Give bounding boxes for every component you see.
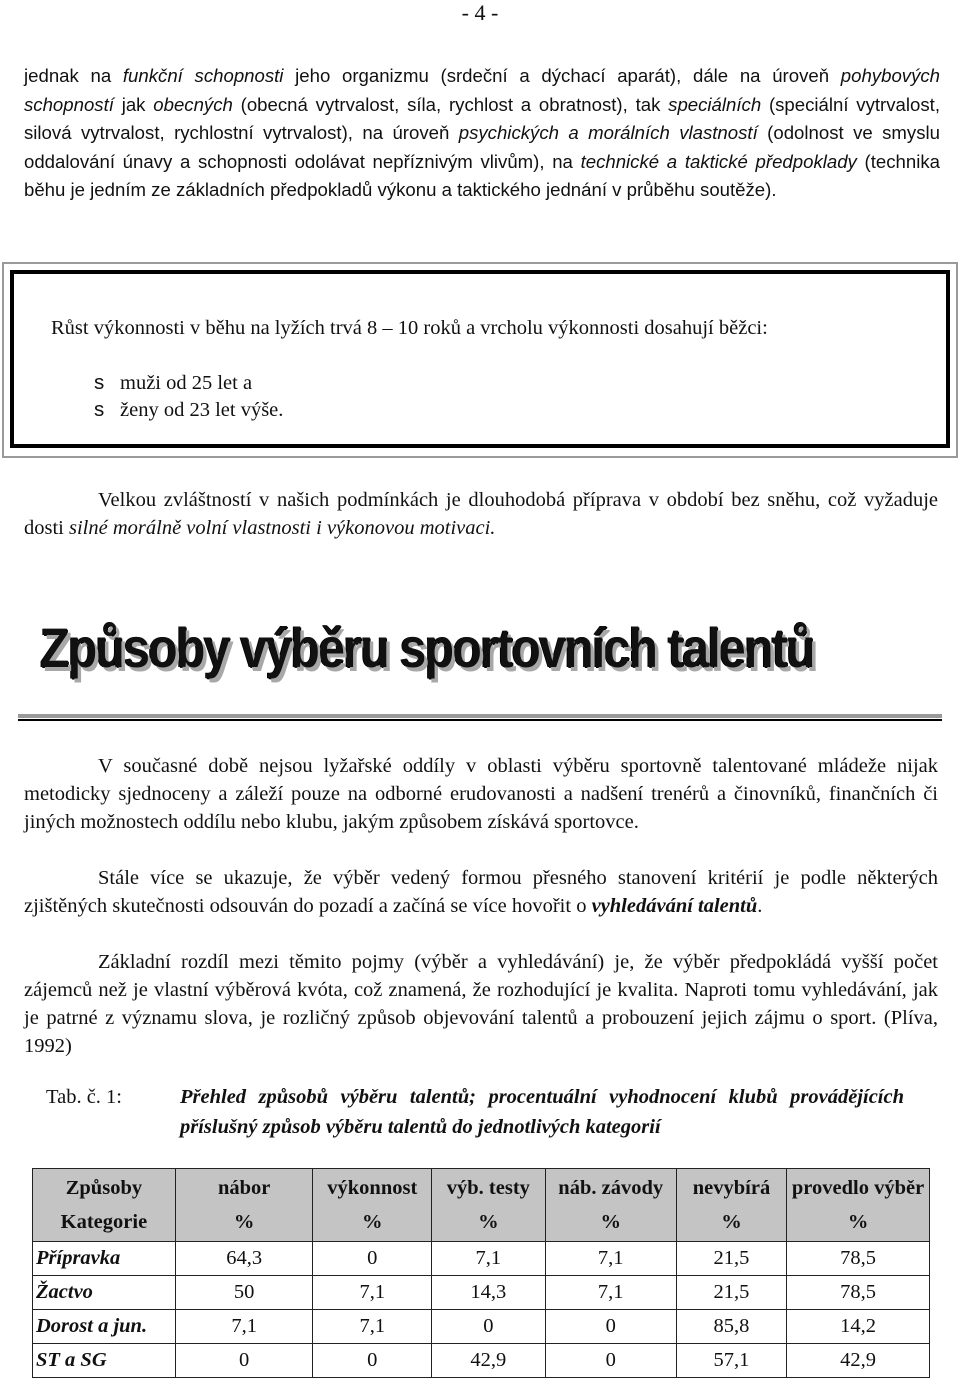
table-row bbox=[33, 1242, 930, 1276]
table-cell: 7,1 bbox=[313, 1276, 432, 1310]
table-header-cell: nábor bbox=[175, 1169, 313, 1206]
paragraph-summer-preparation: Velkou zvláštností v našich podmínkách je dlouhodobá příprava v období bez sněhu, což vyžaduje dosti silné morálně volní vlastnosti i výkonovou motivaci. bbox=[24, 489, 938, 539]
table-cell: 7,1 bbox=[313, 1310, 432, 1344]
table-cell: 85,8 bbox=[676, 1310, 786, 1344]
table-row bbox=[33, 1310, 930, 1344]
table-cell: 64,3 bbox=[175, 1242, 313, 1276]
table-caption-title: Přehled způsobů výběru talentů; procentuální vyhodnocení klubů provádějících příslušný způsob výběru talentů do jednotlivých kategorií bbox=[180, 1086, 904, 1138]
table-row bbox=[33, 1276, 930, 1310]
table-cell: 0 bbox=[313, 1242, 432, 1276]
table-cell: 14,3 bbox=[432, 1276, 545, 1310]
table-cell: 7,1 bbox=[545, 1276, 676, 1310]
table-header-cell: % bbox=[787, 1205, 930, 1242]
table-header-cell: % bbox=[432, 1205, 545, 1242]
table-header-cell: provedlo výběr bbox=[787, 1169, 930, 1206]
talent-selection-table bbox=[32, 1168, 930, 1378]
bullet-women: s ženy od 23 let výše. bbox=[94, 396, 283, 424]
table-header-cell: Kategorie bbox=[33, 1205, 176, 1242]
table-cell: 0 bbox=[313, 1344, 432, 1378]
page-number: - 4 - bbox=[461, 0, 499, 25]
table-row bbox=[33, 1344, 930, 1378]
table-header-cell: % bbox=[175, 1205, 313, 1242]
heading-underline-shadow bbox=[18, 714, 942, 718]
table-cell: 21,5 bbox=[676, 1276, 786, 1310]
table-header-cell: % bbox=[313, 1205, 432, 1242]
table-header-cell: Způsoby bbox=[33, 1169, 176, 1206]
table-cell: 7,1 bbox=[175, 1310, 313, 1344]
paragraph-selection-difference: Základní rozdíl mezi těmito pojmy (výběr a vyhledávání) je, že výběr předpokládá vyšší počet zájemců než je vlastní výběrová kvóta, což znamená, že rozhodující je kvalita. Naproti tomu vyhledávání, jak je patrné z významu slova, je rozličný způsob objevování talentů a probouzení jejich zájmu o sport. (Plíva, 1992) bbox=[24, 951, 938, 1057]
highlight-box bbox=[2, 262, 958, 458]
table-cell: 78,5 bbox=[787, 1276, 930, 1310]
table-cell: 57,1 bbox=[676, 1344, 786, 1378]
table-header-cell: náb. závody bbox=[545, 1169, 676, 1206]
heading-underline bbox=[18, 719, 942, 721]
paragraph-current-state: V současné době nejsou lyžařské oddíly v oblasti výběru sportovně talentované mládeže nijak metodicky sjednoceny a záleží pouze na odborné erudovanosti a nadšení trenérů a činovníků, finančních či jiných možnostech oddílu nebo klubu, jakým způsobem získává sportovce. bbox=[24, 755, 938, 833]
table-cell: 78,5 bbox=[787, 1242, 930, 1276]
table-header-cell: % bbox=[545, 1205, 676, 1242]
table-cell: 7,1 bbox=[545, 1242, 676, 1276]
table-cell: 14,2 bbox=[787, 1310, 930, 1344]
table-row-label: Přípravka bbox=[33, 1242, 176, 1276]
table-cell: 21,5 bbox=[676, 1242, 786, 1276]
table-cell: 0 bbox=[545, 1310, 676, 1344]
section-heading: Způsoby výběru sportovních talentů bbox=[40, 616, 814, 679]
table-header-row bbox=[33, 1205, 930, 1242]
table-header-cell: nevybírá bbox=[676, 1169, 786, 1206]
table-row-label: Žactvo bbox=[33, 1276, 176, 1310]
table-cell: 7,1 bbox=[432, 1242, 545, 1276]
table-cell: 50 bbox=[175, 1276, 313, 1310]
table-row-label: Dorost a jun. bbox=[33, 1310, 176, 1344]
table-row-label: ST a SG bbox=[33, 1344, 176, 1378]
performance-growth-text: Růst výkonnosti v běhu na lyžích trvá 8 – 10 roků a vrcholu výkonnosti dosahují běžci: bbox=[51, 317, 768, 339]
table-cell: 42,9 bbox=[432, 1344, 545, 1378]
table-cell: 0 bbox=[175, 1344, 313, 1378]
bullet-mark: s bbox=[94, 371, 105, 394]
table-header-cell: výb. testy bbox=[432, 1169, 545, 1206]
table-cell: 42,9 bbox=[787, 1344, 930, 1378]
bullet-men: s muži od 25 let a bbox=[94, 369, 252, 397]
table-cell: 0 bbox=[432, 1310, 545, 1344]
table-header-cell: % bbox=[676, 1205, 786, 1242]
table-cell: 0 bbox=[545, 1344, 676, 1378]
table-caption-label: Tab. č. 1: bbox=[46, 1086, 122, 1108]
bullet-mark: s bbox=[94, 398, 105, 421]
table-header-row bbox=[33, 1169, 930, 1206]
table-header-cell: výkonnost bbox=[313, 1169, 432, 1206]
paragraph-talent-search: Stále více se ukazuje, že výběr vedený formou přesného stanovení kritérií je podle některých zjištěných skutečnosti odsouván do pozadí a začíná se více hovořit o vyhledávání talentů. bbox=[24, 867, 938, 917]
paragraph-physical-abilities: jednak na funkční schopnosti jeho organizmu (srdeční a dýchací aparát), dále na úroveň pohybových schopností jak obecných (obecná vytrvalost, síla, rychlost a obratnost), tak speciálních (speciální vytrvalost, silová vytrvalost, rychlostní vytrvalost), na úroveň psychických a morálních vlastností (odolnost ve smyslu oddalování únavy a schopnosti odolávat nepříznivým vlivům), na technické a taktické předpoklady (technika běhu je jedním ze základních předpokladů výkonu a taktického jednání v průběhu soutěže). bbox=[24, 65, 941, 201]
highlight-box-border bbox=[10, 270, 950, 448]
